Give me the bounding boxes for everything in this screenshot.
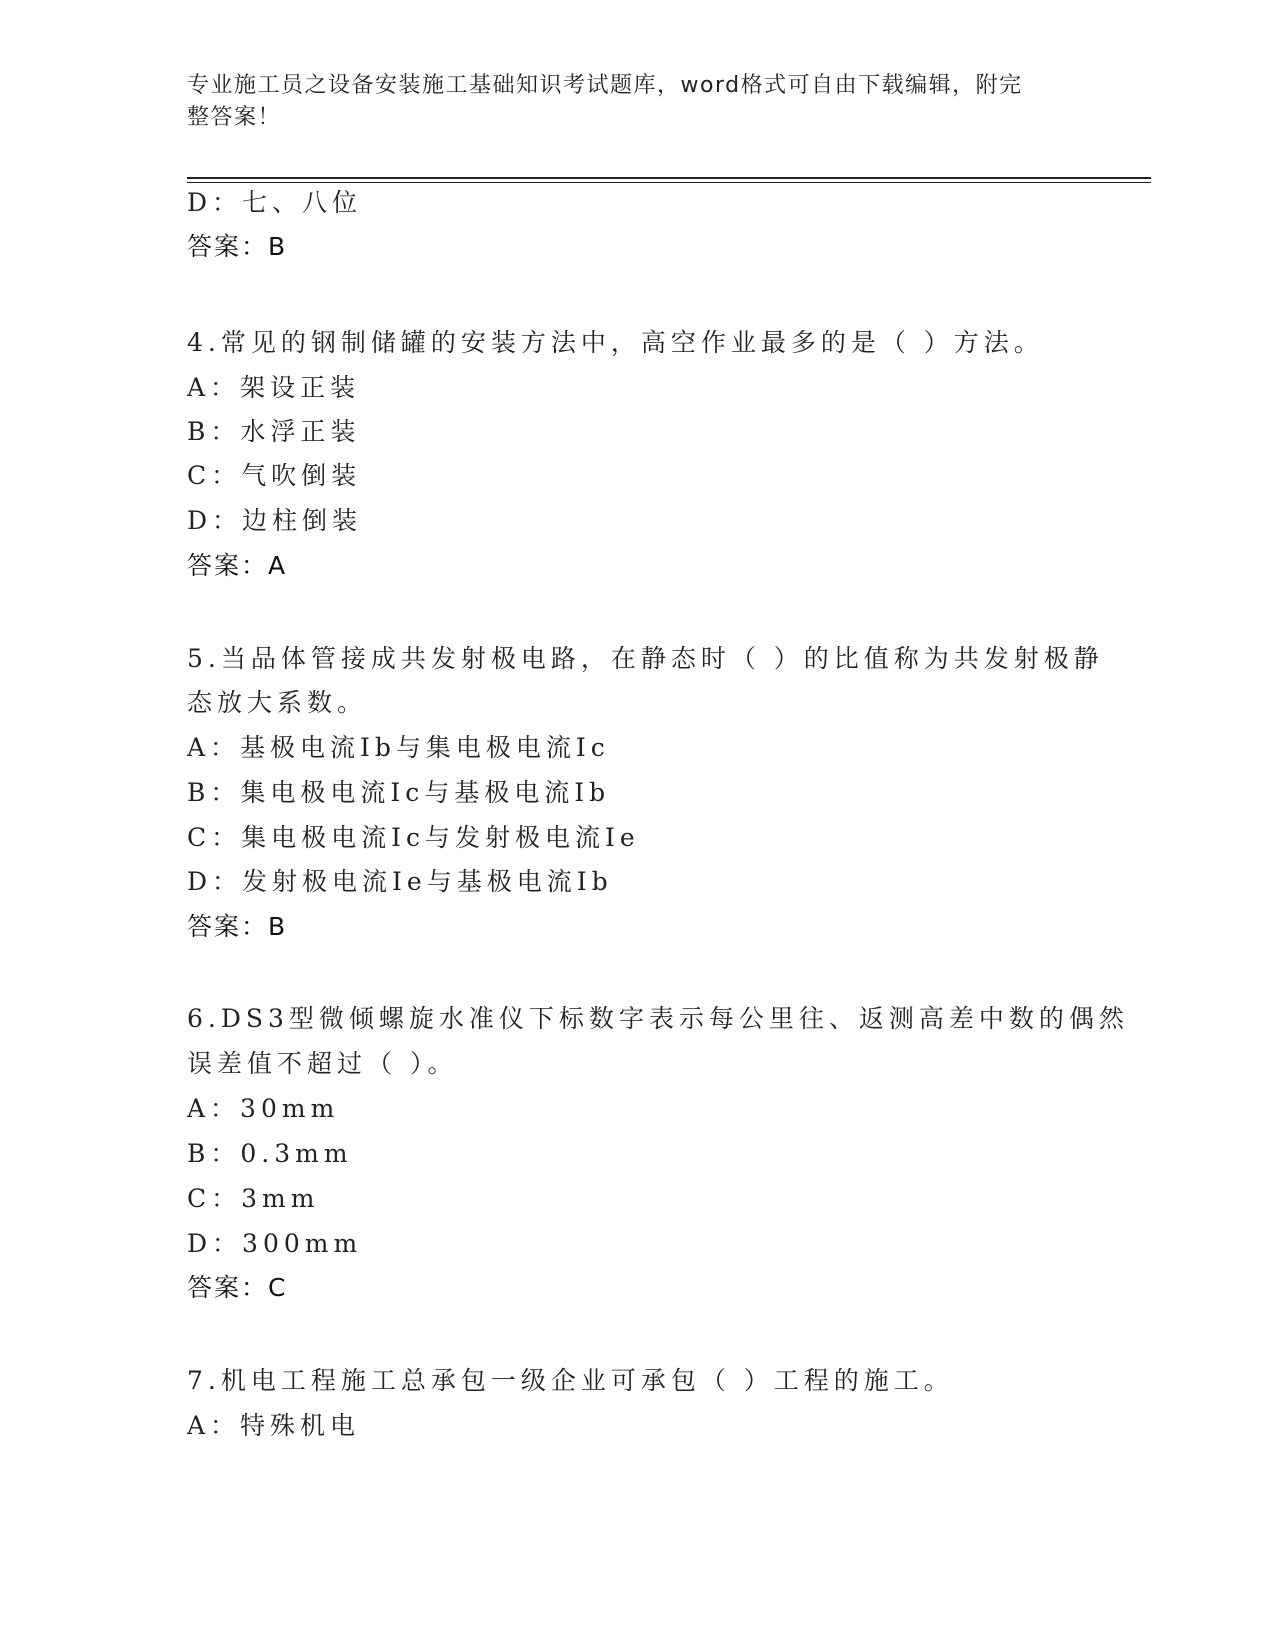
q6-stem-line-1: 6.DS3型微倾螺旋水准仪下标数字表示每公里往、返测高差中数的偶然 — [187, 1004, 1129, 1033]
header-line-2: 整答案！ — [187, 105, 282, 130]
q4-option-c: C：气吹倒装 — [187, 461, 362, 490]
header-divider-thin — [187, 182, 1151, 183]
q4-option-a: A：架设正装 — [187, 373, 361, 402]
q5-option-c: C：集电极电流Ic与发射极电流Ie — [187, 823, 640, 852]
q5-option-d: D：发射极电流Ie与基极电流Ib — [187, 867, 613, 896]
q6-option-d: D：300mm — [187, 1229, 363, 1258]
header-line-1: 专业施工员之设备安装施工基础知识考试题库，word格式可自由下载编辑，附完 — [187, 73, 1023, 98]
q6-answer: 答案：C — [187, 1273, 288, 1302]
q4-option-b: B：水浮正装 — [187, 417, 361, 446]
q6-option-c: C：3mm — [187, 1184, 320, 1213]
header-divider — [187, 177, 1151, 179]
q7-option-a: A：特殊机电 — [187, 1411, 361, 1440]
q4-option-d: D：边柱倒装 — [187, 506, 363, 535]
q5-answer: 答案：B — [187, 912, 288, 941]
q5-stem-line-1: 5.当品体管接成共发射极电路，在静态时（ ）的比值称为共发射极静 — [187, 644, 1104, 673]
document-header — [187, 70, 1067, 134]
q5-option-b: B：集电极电流Ic与基极电流Ib — [187, 778, 611, 807]
q5-option-a: A：基极电流Ib与集电极电流Ic — [187, 733, 610, 762]
q3-option-d: D：七、八位 — [187, 188, 363, 217]
q6-option-b: B：0.3mm — [187, 1139, 353, 1168]
q6-stem-line-2: 误差值不超过（ ）。 — [187, 1049, 458, 1078]
q3-answer: 答案：B — [187, 232, 288, 261]
q6-option-a: A：30mm — [187, 1094, 340, 1123]
q4-answer: 答案：A — [187, 551, 288, 580]
q4-stem: 4.常见的钢制储罐的安装方法中，高空作业最多的是（ ）方法。 — [187, 328, 1044, 357]
q5-stem-line-2: 态放大系数。 — [187, 688, 368, 717]
q7-stem: 7.机电工程施工总承包一级企业可承包（ ）工程的施工。 — [187, 1366, 954, 1395]
